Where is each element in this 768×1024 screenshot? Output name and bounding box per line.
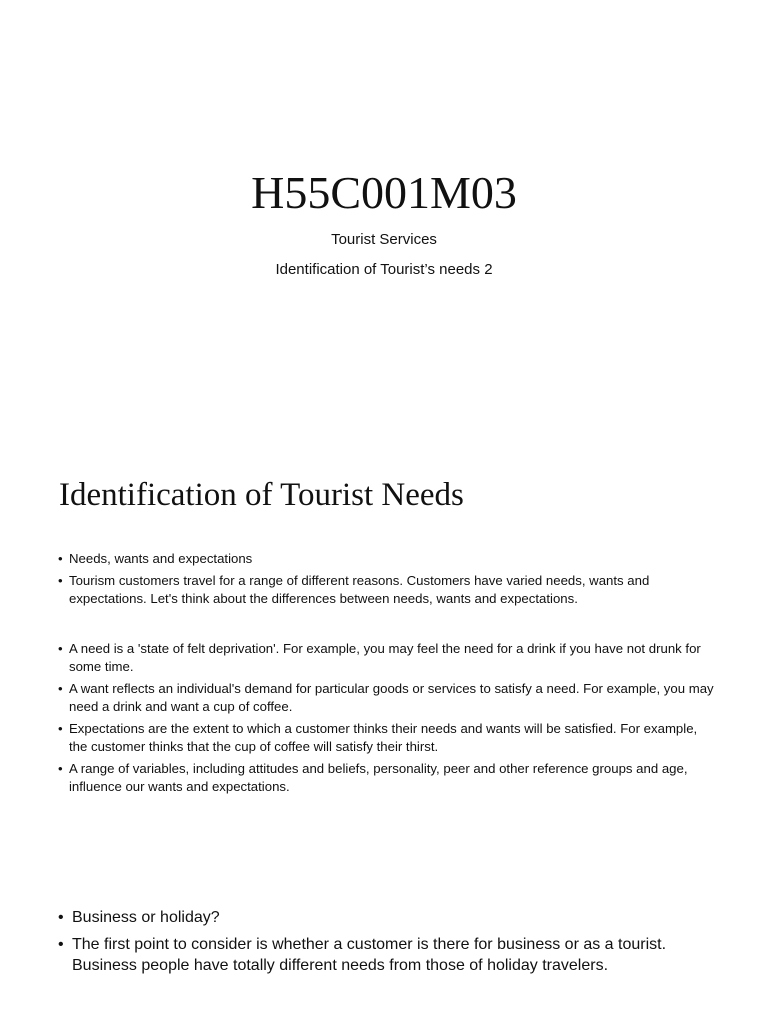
bullet-list-business (58, 907, 718, 982)
bullet-icon: • (58, 909, 64, 926)
list-item (58, 934, 718, 976)
list-item (58, 680, 718, 716)
section-title: Identification of Tourist Needs (59, 477, 464, 513)
content-slide-business (0, 880, 768, 1024)
list-item-text: The first point to consider is whether a customer is there for business or as a tourist. Business people have totally different needs from those of holiday travelers. (72, 936, 667, 974)
subtitle-topic: Identification of Tourist’s needs 2 (275, 261, 493, 278)
bullet-icon: • (58, 681, 63, 696)
list-item-text: Expectations are the extent to which a customer thinks their needs and wants will be satisfied. For example, the customer thinks that the cup of coffee will satisfy their thirst. (69, 721, 698, 754)
bullet-icon: • (58, 936, 64, 953)
content-slide-needs (0, 440, 768, 840)
list-item-text: Needs, wants and expectations (69, 551, 253, 566)
list-item-text: Business or holiday? (72, 909, 220, 926)
list-item-text: A need is a 'state of felt deprivation'. For example, you may feel the need for a drink if you have not drunk for some time. (69, 641, 701, 674)
subtitle-course-name: Tourist Services (331, 231, 437, 248)
list-item-text: A want reflects an individual's demand for particular goods or services to satisfy a need. For example, you may need a drink and want a cup of coffee. (69, 681, 714, 714)
bullet-icon: • (58, 573, 63, 588)
list-item-text: Tourism customers travel for a range of different reasons. Customers have varied needs, wants and expectations. Let's think about the differences between needs, wants and expectations. (69, 573, 650, 606)
list-item (58, 760, 718, 796)
list-item (58, 572, 718, 608)
bullet-icon: • (58, 641, 63, 656)
list-item (58, 550, 718, 568)
bullet-list-definitions (58, 640, 718, 800)
list-item (58, 907, 718, 928)
list-item (58, 640, 718, 676)
title-slide (0, 0, 768, 432)
bullet-icon: • (58, 721, 63, 736)
list-item (58, 720, 718, 756)
bullet-icon: • (58, 551, 63, 566)
course-code-title: H55C001M03 (251, 167, 517, 218)
bullet-icon: • (58, 761, 63, 776)
bullet-list-intro (58, 550, 718, 612)
list-item-text: A range of variables, including attitudes and beliefs, personality, peer and other reference groups and age, influence our wants and expectations. (69, 761, 688, 794)
